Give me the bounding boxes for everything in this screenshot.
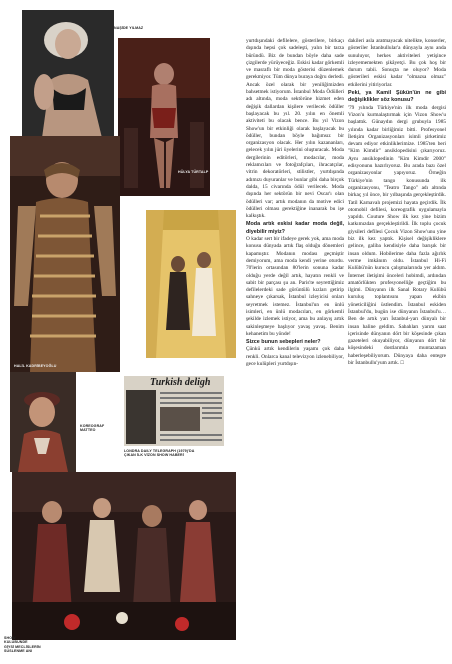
column-2-heading: Peki, ya Kamil Şükün'ün ne gibi değişiklikler söz konusu? bbox=[348, 90, 446, 104]
photo-woman-curly-hair bbox=[22, 10, 114, 138]
column-2-paragraph-text: '79 yılında Türkiye'nin ilk moda dergisi Vizon'u kurmalaştırmak için Vizon Show'u başlattık. Günaydın dergi grubuyla 1985 yılında kadar birliğimiz bitti. Profesyonel İletişim Organizasyonları isimli şirketimiz devam ediyor etkinliklerimize. 1985'ten beri "Kim Kimdir" ansiklopedisini çıkarıyoruz. Aynı ansiklopedinin "Kim Kimdir 2000" edisyonunu hazırlıyoruz. Bu arada bazı özel organizasyonlar yapıyoruz. Örneğin Türkiye'nin tango konusunda ilk organizasyonu, "Teatro Tango" adı altında birkaç yıl önce, bir yılbaşında gerçekleştirdik. Tatil Karnavalı projemizi hayata geçirdik. İlk otomobil defilesi, koreografik uygulamayla yapıldı. Couture Show ilk kez yine bizim katkımızdan gerçekleştirildi. İlk toplu çocuk giysileri defilesi Çocuk Vizon Show'unu yine biz ilk kez yaptık. Kişisel değişikliklere gelince, galiba kendisiyle daha barışık bir insan oldum. Hobilerime daha fazla ağırlık verme imkânım oldu. İstanbul Hi-Fi Kulübü'nün kurucu çalışmalarında yer aldım. İnternet iletişimi önceleri hobimdi, ardından amatörlükten profesyonelliğe geçtiğim bu ilgimi. Dünyanın ilk Sanal Rotary Kulübü kuruluş toplantısını yapan ekibin yöneticiliğini üstlendim. İstanbul eskiden İstanbul'du, bugün ise dünyanın İstanbul'u… Ben de artık yarı İstanbul-yarı dünyalı bir insan haline geldim. Sabahları yarım saat içerisinde dünyanın dört bir köşesinde çıkan gazeteleri okuyabiliyor, dünyanın dört bir köşesindeki dostlarımla muntazaman haberleşebiliyorum. Dünyaya daha entegre bir İstanbullu'yum artık. bbox=[348, 104, 446, 367]
caption-designer: KOREOGRAF MATTEO bbox=[80, 424, 105, 433]
caption-top-left: NAŞİDE YILMAZ bbox=[114, 26, 144, 30]
column-2-paragraph: dakileri asla aratmayacak nitelikte, konserler, gösteriler İstanbullular'a dünyayla aynı anda sunuluyor, herkes aktiviteleri yetişince izleyememekten şikâyetçi. Bu çok hoş bir durum tabii. Sonuçta ne oluyor? Moda gösterileri eskisi kadar "olmazsa olmaz" etkilerini yitiriyorlar. bbox=[348, 38, 446, 88]
end-mark: □ bbox=[400, 360, 404, 367]
column-1-heading: Moda artık eskisi kadar moda değil, diyebilir miyiz? bbox=[246, 221, 344, 235]
column-2-paragraph bbox=[348, 105, 446, 368]
text-column-2 bbox=[348, 38, 446, 367]
photo-designer bbox=[10, 372, 76, 472]
column-1-paragraph: yurtdışındaki defilelere, gösterilere, birkaçı dışında hepsi çok sadeleşti, yalın bir tarza büründü. Biz de bundan böyle daha sade çizgilerde yürüyeceğiz. Eskisi kadar görkemli ve masraflı bir moda gösterisi düzenlemek gerekmiyor. Tüm dünya buraya doğru derledi. Ancak özel olarak bir yeniliğimizden bahsetmek istiyorum. İstanbul Moda Ödülleri adı altında, moda sektörüne hizmet eden değişik dallardan kişilere verilecek ödüller başlayacak bu yıl. 20. yılın en önemli aktiviteti bu olacak bence. Bu yıl Vizon Show'un bir etkinliği olarak başlayacak bu ödüller, bundan böyle bağımsız bir organizasyon olacak. Her yılın kazananları, gelecek yılın jüri üyelerini oluşturacak. Moda dergilerinin editörleri, modacılar, moda reklamcıları ve fotoğrafçıları, ihracatçılar, vitrin dekoratörleri, stilistler, yurtdışında adımızı duyuranlar ve bunlar gibi daha birçok dalda, 15 civarında ödül verilecek. Moda dışında her sektörün bir nevi Oscar'ı olan ödülleri var; artık modanın da motive edici ödülleri olması gerektiğine inanarak bu işe kalkıştık. bbox=[246, 38, 344, 220]
photo-backstage-crowd bbox=[12, 472, 236, 640]
clipping-headline: Turkish deligh bbox=[150, 377, 211, 388]
column-1-paragraph: O kadar sert bir ifadeye gerek yok, ama moda konusu dünyada artık flaş olduğu dönemleri kapamıştır. Modanın modası geçmiştir demiyorum, ama moda kendi yerine oturdu. 70'lerin ortasından 80'lerin sonuna kadar olduğu yerde değil artık, hayatın renkli ve sabit bir parçası şu an. Paris'te seyrettiğimiz defilelerdeki sade görüntülü kızları getirip sahneye çıkarsak, İstanbul izleyicisi onları seyretmek istemez. İstanbul'un en ünlü isimleri, en ünlü modacıları, en görkemli şekilde izlemek istiyor, ama bu anlayış artık sakinleşmeye başlıyor yavaş yavaş. Benim kehanetim bu yönde! bbox=[246, 236, 344, 337]
column-1-paragraph: Çünkü artık kendilerin yaşamı çok daha renkli. Onlarca kanal televizyon izlenebiliyor, gece kulüpleri yurtdışın- bbox=[246, 346, 344, 368]
column-1-heading: Sizce bunun sebepleri neler? bbox=[246, 339, 321, 346]
caption-bottom-left: SHOW KULÜBÜNDE GİYSİ MECLİSLERİN SÜSLENME ANI bbox=[4, 636, 41, 654]
text-column-1 bbox=[246, 38, 344, 368]
caption-middle-left: HÜLYA TÜRTALP bbox=[178, 170, 209, 174]
caption-newspaper: LONDRA DAILY TELEGRAPH (1979)'DA ÇIKAN İLK VİZON SHOW HABERİ bbox=[124, 449, 195, 458]
photo-yellow-curtain bbox=[146, 210, 236, 358]
photo-performer-costume bbox=[10, 136, 120, 372]
caption-left-performer: HALİL KADRİBEYOĞLU bbox=[14, 364, 57, 368]
